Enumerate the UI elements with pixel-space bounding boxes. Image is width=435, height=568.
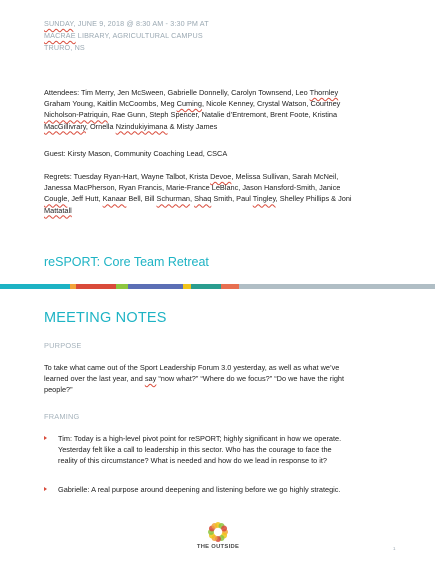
location-prefix: MACRAE bbox=[44, 31, 76, 40]
text-run: Bell, Bill bbox=[126, 194, 157, 204]
text-run: , Melissa Sullivan, Sarah McNeil, bbox=[231, 172, 339, 181]
bullet-arrow-icon bbox=[44, 436, 47, 440]
text-run: Schurman bbox=[156, 194, 191, 204]
text-run: Mattatall bbox=[44, 205, 72, 215]
bullet-line: Gabrielle: A real purpose around deepening and listening before we go highly strategic. bbox=[58, 485, 341, 494]
bullet-text bbox=[58, 433, 341, 467]
stripe-segment bbox=[183, 284, 191, 289]
decorative-stripe bbox=[0, 284, 435, 289]
regrets-line bbox=[44, 205, 396, 216]
bullet-line: Tim: Today is a high-level pivot point for reSPORT; highly significant in how we operate. bbox=[58, 434, 342, 443]
purpose-paragraph bbox=[44, 362, 396, 396]
the-outside-logo bbox=[188, 520, 248, 556]
regrets-line bbox=[44, 182, 396, 193]
stripe-segment bbox=[221, 284, 239, 289]
text-run: , bbox=[190, 194, 195, 204]
bullet-text bbox=[58, 484, 341, 495]
bullet-arrow-icon bbox=[44, 487, 47, 491]
text-run: , Ornella bbox=[85, 121, 116, 131]
attendees-line bbox=[44, 109, 396, 120]
text-run: “now what?” “Where do we focus?” “Do we have the right bbox=[156, 374, 345, 384]
stripe-segment bbox=[128, 284, 183, 289]
text-run: Regrets: Tuesday Ryan-Hart, Wayne Talbot, Krista bbox=[44, 172, 211, 181]
text-run: To take what came out of the Sport Leadership Forum 3.0 yesterday, as well as what we’ve bbox=[44, 363, 340, 372]
location-rest: LIBRARY, AGRICULTURAL CAMPUS bbox=[75, 31, 203, 40]
purpose-line bbox=[44, 384, 396, 395]
text-run: , Shelley Phillips & Joni bbox=[275, 194, 352, 204]
retreat-title: reSPORT: Core Team Retreat bbox=[44, 255, 209, 269]
date-rest: , JUNE 9, 2018 @ 8:30 AM - 3:30 PM AT bbox=[73, 19, 209, 28]
text-run: Tingley bbox=[252, 194, 276, 204]
purpose-label: PURPOSE bbox=[44, 341, 82, 350]
purpose-line bbox=[44, 362, 396, 373]
attendees-line bbox=[44, 121, 396, 132]
logo-text: THE OUTSIDE bbox=[196, 544, 240, 550]
regrets-paragraph bbox=[44, 171, 396, 216]
text-run: learned over the last year, and bbox=[44, 374, 145, 384]
text-run: say bbox=[144, 374, 157, 384]
text-run: people?” bbox=[44, 385, 73, 395]
event-city: TRURO, NS bbox=[44, 43, 85, 52]
attendees-paragraph bbox=[44, 87, 396, 132]
bullet-line: Yesterday felt like a call to leadership in this sector. Who has the courage to face the bbox=[58, 445, 332, 455]
text-run: , Rae Gunn, Steph Spencer, Natalie d’Entremont, Brent Foote, Kristina bbox=[107, 110, 338, 120]
purpose-line bbox=[44, 373, 396, 384]
text-run: Attendees: Tim Merry, Jen McSween, Gabrielle Donnelly, Carolyn Townsend, Leo bbox=[44, 88, 310, 97]
text-run: Thornley bbox=[309, 88, 339, 97]
stripe-segment bbox=[116, 284, 128, 289]
text-run: Graham Young, Kaitlin McCoombs, Meg bbox=[44, 99, 177, 109]
meeting-notes-heading: MEETING NOTES bbox=[44, 310, 167, 326]
text-run: Shaq bbox=[194, 194, 212, 204]
text-run: Smith, Paul bbox=[211, 194, 253, 204]
stripe-segment bbox=[76, 284, 116, 289]
regrets-line bbox=[44, 193, 396, 204]
bullet-line: reality of this circumstance? What is needed and how do we lead in response to it? bbox=[58, 456, 328, 466]
stripe-segment bbox=[0, 284, 70, 289]
text-run: Devoe bbox=[210, 172, 232, 181]
stripe-segment bbox=[191, 284, 221, 289]
text-run: , Nicole Kenney, Crystal Watson, Courtney bbox=[201, 99, 341, 109]
sun-logo-icon bbox=[188, 520, 248, 544]
event-date bbox=[44, 18, 209, 29]
attendees-line bbox=[44, 98, 396, 109]
text-run: MacGillivrary bbox=[44, 121, 86, 131]
text-run: Kanaar bbox=[102, 194, 127, 204]
stripe-segment bbox=[239, 284, 435, 289]
text-run: Nicholson-Patriquin bbox=[44, 110, 108, 120]
text-run: & Misty James bbox=[167, 121, 218, 131]
event-location bbox=[44, 30, 203, 41]
text-run: Janessa MacPherson, Ryan Francis, Marie-France LeBlanc, Jason Hansford-Smith, Janice bbox=[44, 183, 341, 193]
text-run: , Jeff Hutt, bbox=[67, 194, 103, 204]
text-run: Cougle bbox=[44, 194, 68, 204]
page-number: 1 bbox=[393, 546, 396, 551]
text-run: Cuming bbox=[176, 99, 202, 109]
regrets-line bbox=[44, 171, 396, 182]
guest-paragraph bbox=[44, 148, 396, 159]
framing-label: FRAMING bbox=[44, 412, 80, 421]
attendees-line bbox=[44, 87, 396, 98]
text-run: Nzindukiyimana bbox=[115, 121, 168, 131]
guest-line: Guest: Kirsty Mason, Community Coaching Lead, CSCA bbox=[44, 149, 228, 158]
date-prefix: SUNDAY bbox=[44, 19, 74, 28]
logo-petal bbox=[221, 526, 227, 532]
